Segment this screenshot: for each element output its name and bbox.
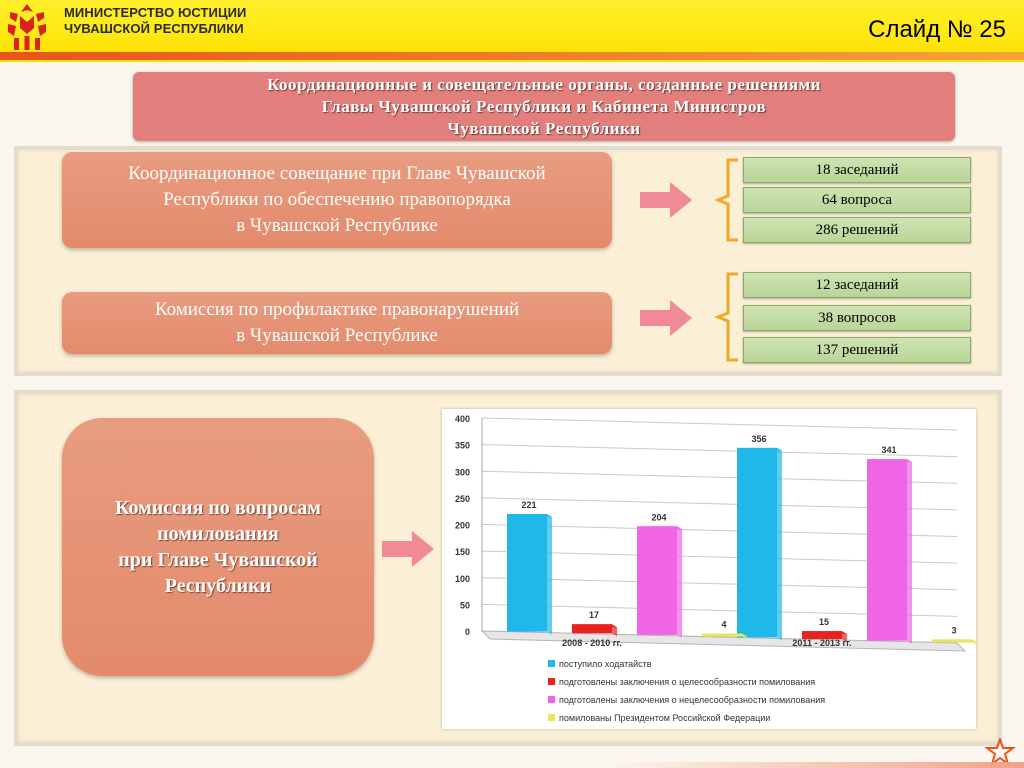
org2-stat-questions: 38 вопросов [743, 305, 971, 331]
y-tick-label: 350 [454, 440, 470, 451]
org2-line1: Комиссия по профилактике правонарушений [154, 299, 520, 320]
legend-swatch [548, 696, 555, 703]
data-label: 15 [818, 617, 830, 628]
legend-swatch [548, 678, 555, 685]
org1-line3: в Чувашской Республике [236, 215, 438, 236]
y-tick-label: 200 [454, 520, 470, 531]
arrow-right-icon [640, 300, 692, 336]
brace-icon [714, 158, 740, 242]
y-tick-label: 400 [454, 414, 470, 424]
org3-line1: Комиссия по вопросам [115, 497, 321, 519]
org2-stat-meetings: 12 заседаний [743, 272, 971, 298]
pardon-chart [442, 409, 976, 729]
bar-side [777, 448, 782, 641]
bar-side [907, 459, 912, 644]
category-label: 2008 - 2010 гг. [562, 638, 622, 648]
data-label: 221 [521, 499, 537, 510]
org1-stat-meetings: 18 заседаний [743, 157, 971, 183]
y-tick-label: 0 [464, 627, 470, 637]
chuvash-emblem-icon [4, 2, 50, 52]
category-label: 2011 - 2013 гг. [792, 638, 852, 648]
ministry-name-line2: ЧУВАШСКОЙ РЕСПУБЛИКИ [64, 21, 244, 36]
org1-line2: Республики по обеспечению правопорядка [163, 189, 511, 210]
y-tick-label: 300 [454, 467, 470, 478]
arrow-right-icon [382, 531, 434, 567]
legend-swatch [548, 714, 555, 721]
y-tick-label: 250 [454, 493, 470, 504]
data-label: 4 [721, 619, 727, 630]
bar [572, 624, 612, 633]
ministry-name-line1: МИНИСТЕРСТВО ЮСТИЦИИ [64, 5, 247, 20]
bar-side [677, 526, 682, 638]
title-line2: Главы Чувашской Республики и Кабинета Министров [321, 96, 767, 116]
bar [507, 514, 547, 632]
org2-stat-decisions: 137 решений [743, 337, 971, 363]
org3-line3: при Главе Чувашской [118, 549, 318, 571]
org3-line4: Республики [164, 575, 272, 597]
org1-line1: Координационное совещание при Главе Чувашской [128, 163, 546, 184]
bar [702, 634, 742, 637]
legend-label: подготовлены заключения о нецелесообразности помилования [559, 695, 826, 705]
arrow-right-icon [640, 182, 692, 218]
footer-stripe [600, 762, 1024, 768]
legend-swatch [548, 660, 555, 667]
y-tick-label: 150 [454, 547, 470, 558]
bar [637, 526, 677, 635]
pardon-chart-svg [442, 409, 976, 729]
slide-title [133, 72, 955, 141]
bar [867, 459, 907, 641]
org1-stat-decisions: 286 решений [743, 217, 971, 243]
bar-side [547, 514, 552, 635]
gridline [482, 418, 957, 430]
crime-prevention-commission-box [62, 292, 612, 354]
data-label: 3 [951, 625, 957, 636]
y-tick-label: 100 [454, 573, 470, 584]
legend-label: поступило ходатайств [559, 659, 652, 669]
bar [737, 448, 777, 638]
data-label: 17 [588, 610, 600, 621]
brace-icon [714, 272, 740, 362]
data-label: 204 [651, 512, 667, 523]
legend-label: подготовлены заключения о целесообразности помилования [559, 677, 816, 687]
slide-number: Слайд № 25 [868, 16, 1006, 43]
org2-line2: в Чувашской Республике [236, 325, 438, 346]
org3-line2: помилования [157, 523, 279, 545]
pardon-commission-box [62, 418, 374, 676]
title-line3: Чувашской Республики [447, 118, 641, 138]
coordination-meeting-box [62, 152, 612, 248]
data-label: 341 [881, 445, 897, 456]
y-tick-label: 50 [459, 600, 470, 611]
org1-stat-questions: 64 вопроса [743, 187, 971, 213]
legend-label: помилованы Президентом Российской Федерации [559, 713, 771, 723]
data-label: 356 [751, 433, 767, 444]
bar [932, 639, 972, 642]
header-stripe [0, 52, 1024, 60]
title-line1: Координационные и совещательные органы, созданные решениями [267, 74, 821, 94]
